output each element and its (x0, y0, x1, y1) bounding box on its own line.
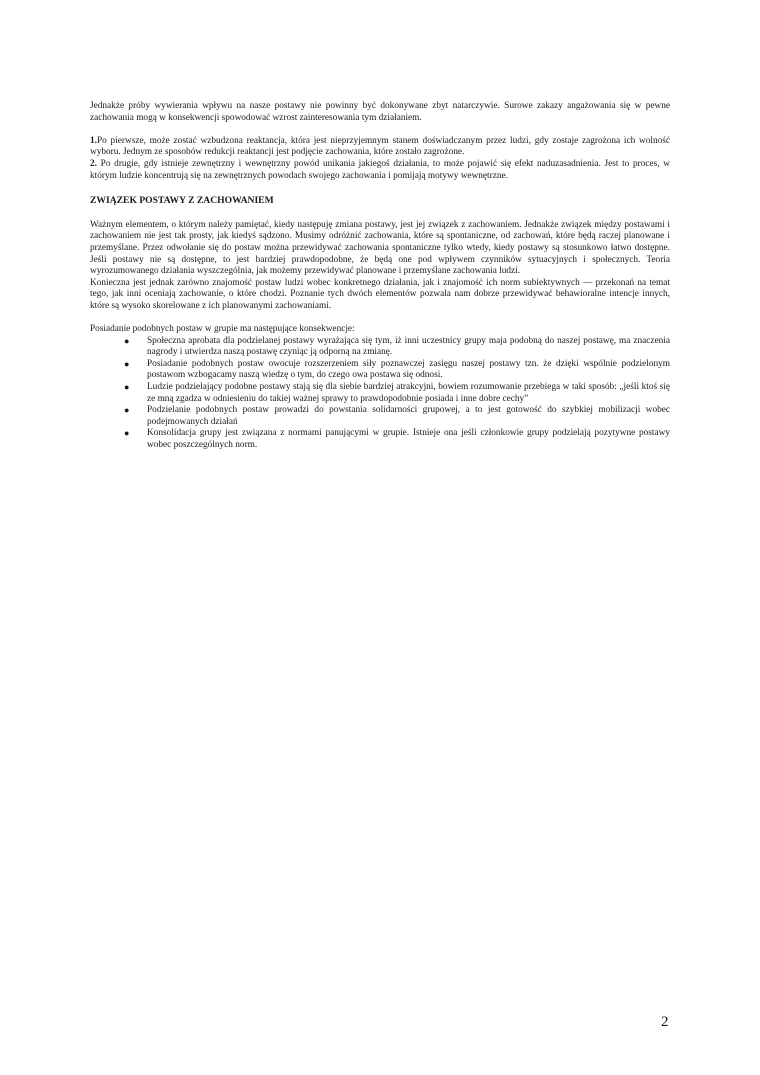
section-paragraph-2: Konieczna jest jednak zarówno znajomość postaw ludzi wobec konkretnego działania, jak i znajomość ich norm subiektywnych — przekonań na temat tego, jak inni oceniają zachowanie, o które chodzi. Poznanie tych dwóch elementów pozwala nam dobrze przewidywać behawioralne intencje innych, które są wysoko skorelowane z ich planowanymi zachowaniami. (90, 277, 670, 311)
bullet-icon: ● (124, 382, 130, 393)
list-item (90, 336, 670, 359)
point-1-text: Po pierwsze, może zostać wzbudzona reaktancja, która jest nieprzyjemnym stanem doświadczanym przez ludzi, gdy zostaje zagrożona ich wolność wyboru. Jednym ze sposobów redukcji reaktancji jest podjęcie zachowania, które zostało zagrożone. (90, 135, 670, 158)
section-heading: ZWIĄZEK POSTAWY Z ZACHOWANIEM (90, 195, 274, 207)
point-2-number: 2. (90, 158, 97, 169)
spacer (90, 124, 670, 136)
point-1 (90, 136, 670, 159)
page-number: 2 (661, 1014, 669, 1030)
point-2 (90, 159, 670, 182)
list-item-text: Posiadanie podobnych postaw owocuje rozszerzeniem siły poznawczej zasięgu naszej postawy tzn. że dzięki wspólnie podzielonym postawom wzbogacamy naszą wiedzę o tym, do czego owa postawa się odnosi. (147, 358, 670, 381)
consequences-list (90, 336, 670, 452)
page-content (90, 101, 670, 452)
point-2-text: Po drugie, gdy istnieje zewnętrzny i wewnętrzny powód unikania jakiegoś działania, to może pojawić się efekt naduzasadnienia. Jest to proces, w którym ludzie koncentrują się na zewnętrznych powodach swojego zachowania i pomijają motywy wewnętrzne. (90, 158, 670, 181)
bullet-icon: ● (124, 405, 130, 416)
section-paragraph-1: Ważnym elementem, o którym należy pamiętać, kiedy następuję zmiana postawy, jest jej związek z zachowaniem. Jednakże związek między postawami i zachowaniem nie jest tak prosty, jak kiedyś sądzono. Musimy odróżnić zachowania, które są spontaniczne, od zachowań, które będą raczej planowane i przemyślane. Przez odwołanie się do postaw można przewidywać zachowania spontaniczne tylko wtedy, kiedy postawy są stosunkowo łatwo dostępne. Jeśli postawy nie są dostępne, to jest bardziej prawdopodobne, że będą one pod wpływem czynników sytuacyjnych i społecznych. Teoria wyrozumowanego działania wyszczególnia, jak możemy przewidywać planowane i przemyślane zachowania ludzi. (90, 219, 670, 277)
list-item-text: Konsolidacja grupy jest związana z normami panującymi w grupie. Istnieje ona jeśli członkowie grupy podzielają pozytywne postawy wobec poszczególnych norm. (147, 428, 670, 451)
list-item (90, 382, 670, 405)
list-item-text: Podzielanie podobnych postaw prowadzi do powstania solidarności grupowej, a to jest gotowość do szybkiej mobilizacji wobec podejmowanych działań (147, 405, 670, 427)
list-item (90, 405, 670, 428)
intro-paragraph: Jednakże próby wywierania wpływu na nasze postawy nie powinny być dokonywane zbyt natarczywie. Surowe zakazy angażowania się w pewne zachowania mogą w konsekwencji spowodować wzrost zainteresowania tym działaniem. (90, 101, 670, 123)
list-item (90, 359, 670, 382)
spacer (90, 182, 670, 195)
bullet-icon: ● (124, 335, 130, 346)
spacer (90, 207, 670, 220)
list-item-text: Społeczna aprobata dla podzielanej postawy wyrażająca się tym, iż inni uczestnicy grupy maja podobną do naszej postawę, ma znaczenia nagrody i utwierdza naszą postawę czyniąc ją odporną na zmianę. (147, 335, 670, 358)
bullet-icon: ● (124, 428, 130, 439)
bullet-icon: ● (124, 358, 130, 369)
spacer (90, 313, 670, 325)
list-item (90, 428, 670, 451)
list-item-text: Ludzie podzielający podobne postawy stają się dla siebie bardziej atrakcyjni, bowiem rozumowanie przebiega w taki sposób: „jeśli ktoś się ze mną zgadza w odniesieniu do takiej ważnej sprawy to prawdopodobnie posiada i inne dobre cechy” (147, 382, 670, 404)
point-1-number: 1. (90, 135, 97, 146)
list-intro: Posiadanie podobnych postaw w grupie ma następujące konsekwencje: (90, 324, 355, 335)
